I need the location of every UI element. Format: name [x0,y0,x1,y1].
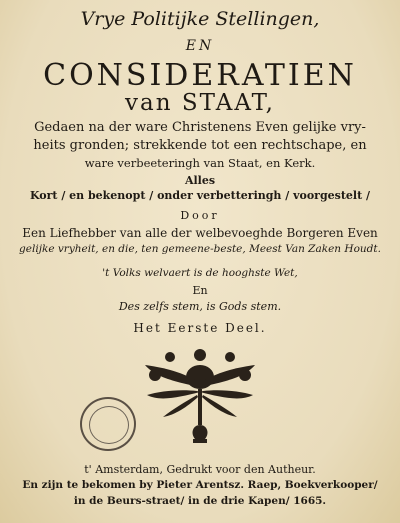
motto-line-1: 't Volks welvaert is de hooghste Wet, [102,267,298,279]
motto-line-2: Des zelfs stem, is Gods stem. [118,300,282,313]
heading-en: EN [185,38,215,54]
desc-line-1: Gedaen na der ware Christenens Even gelijke vry- [34,120,366,135]
part-title: Het Eerste Deel. [133,321,267,335]
imprint-line-2: En zijn te bekomen by Pieter Arentsz. Raep, Boekverkooper/ [22,479,378,491]
library-stamp-icon [80,397,136,451]
author-line-2: gelijke vryheit, en die, ten gemeene-beste, Meest Van Zaken Houdt. [19,243,381,255]
desc-line-3: ware verbeeteringh van Staat, en Kerk. [84,156,316,170]
kort-line: Kort / en bekenopt / onder verbetteringh / voorgestelt / [29,189,371,202]
motto-en: En [192,284,208,297]
author-line-1: Een Liefhebber van alle der welbevoeghde Borgeren Even [22,226,378,240]
subtitle-van-staat: van STAAT, [125,90,275,116]
alles-line: Alles [184,174,216,187]
desc-line-2: heits gronden; strekkende tot een rechtschape, en [33,138,367,153]
door-line: Door [180,209,220,222]
imprint-line-3: in de Beurs-straet/ in de drie Kapen/ 1665. [73,495,327,507]
floral-vase-ornament-icon [135,347,265,447]
heading-line-1: Vrye Politijke Stellingen, [80,8,320,30]
imprint-line-1: t' Amsterdam, Gedrukt voor den Autheur. [84,463,316,476]
main-title: CONSIDERATIEN [43,58,357,93]
